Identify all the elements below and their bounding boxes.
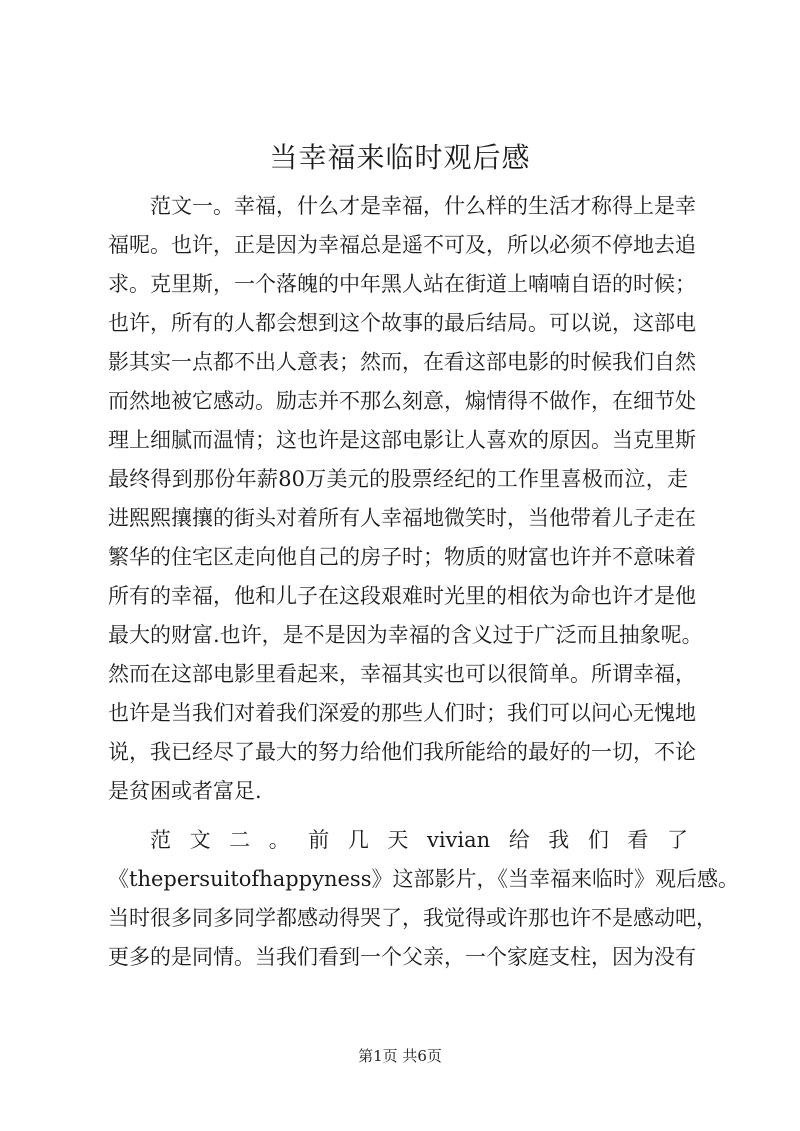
paragraph-1 — [108, 187, 703, 811]
text-line: 是贫困或者富足. — [108, 779, 262, 803]
document-body — [108, 187, 739, 977]
text-line: 求。克里斯，一个落魄的中年黑人站在街道上喃喃自语的时候； — [108, 272, 696, 296]
text-line: 繁华的住宅区走向他自己的房子时；物质的财富也许并不意味着 — [108, 545, 696, 569]
page-number-footer: 第1页 共6页 — [358, 1047, 442, 1065]
text-line: 范文二。前几天vivian给我们看了 — [150, 828, 688, 852]
text-line: 而然地被它感动。励志并不那么刻意，煽情得不做作，在细节处 — [108, 389, 696, 413]
text-line: 也许，所有的人都会想到这个故事的最后结局。可以说，这部电 — [108, 311, 696, 335]
text-line: 最大的财富.也许，是不是因为幸福的含义过于广泛而且抽象呢。 — [108, 623, 703, 647]
text-line: 最终得到那份年薪80万美元的股票经纪的工作里喜极而泣，走 — [108, 467, 688, 491]
text-line: 进熙熙攘攘的街头对着所有人幸福地微笑时，当他带着儿子走在 — [108, 506, 696, 530]
text-line: 所有的幸福，他和儿子在这段艰难时光里的相依为命也许才是他 — [108, 584, 696, 608]
text-line: 福呢。也许，正是因为幸福总是遥不可及，所以必须不停地去追 — [108, 233, 696, 257]
text-line: 当时很多同多同学都感动得哭了，我觉得或许那也许不是感动吧， — [108, 906, 717, 930]
text-line: 更多的是同情。当我们看到一个父亲，一个家庭支柱，因为没有 — [108, 945, 696, 969]
text-line: 也许是当我们对着我们深爱的那些人们时；我们可以问心无愧地 — [108, 701, 696, 725]
text-line: 《thepersuitofhappyness》这部影片，《当幸福来临时》观后感。 — [108, 867, 739, 891]
text-line: 然而在这部电影里看起来，幸福其实也可以很简单。所谓幸福， — [108, 662, 696, 686]
text-line: 范文一。幸福，什么才是幸福，什么样的生活才称得上是幸 — [150, 194, 696, 218]
document-title: 当幸福来临时观后感 — [269, 141, 531, 174]
text-line: 理上细腻而温情；这也许是这部电影让人喜欢的原因。当克里斯 — [108, 428, 696, 452]
text-line: 影其实一点都不出人意表；然而，在看这部电影的时候我们自然 — [108, 350, 696, 374]
text-line: 说，我已经尽了最大的努力给他们我所能给的最好的一切，不论 — [108, 740, 696, 764]
paragraph-2 — [108, 821, 739, 977]
